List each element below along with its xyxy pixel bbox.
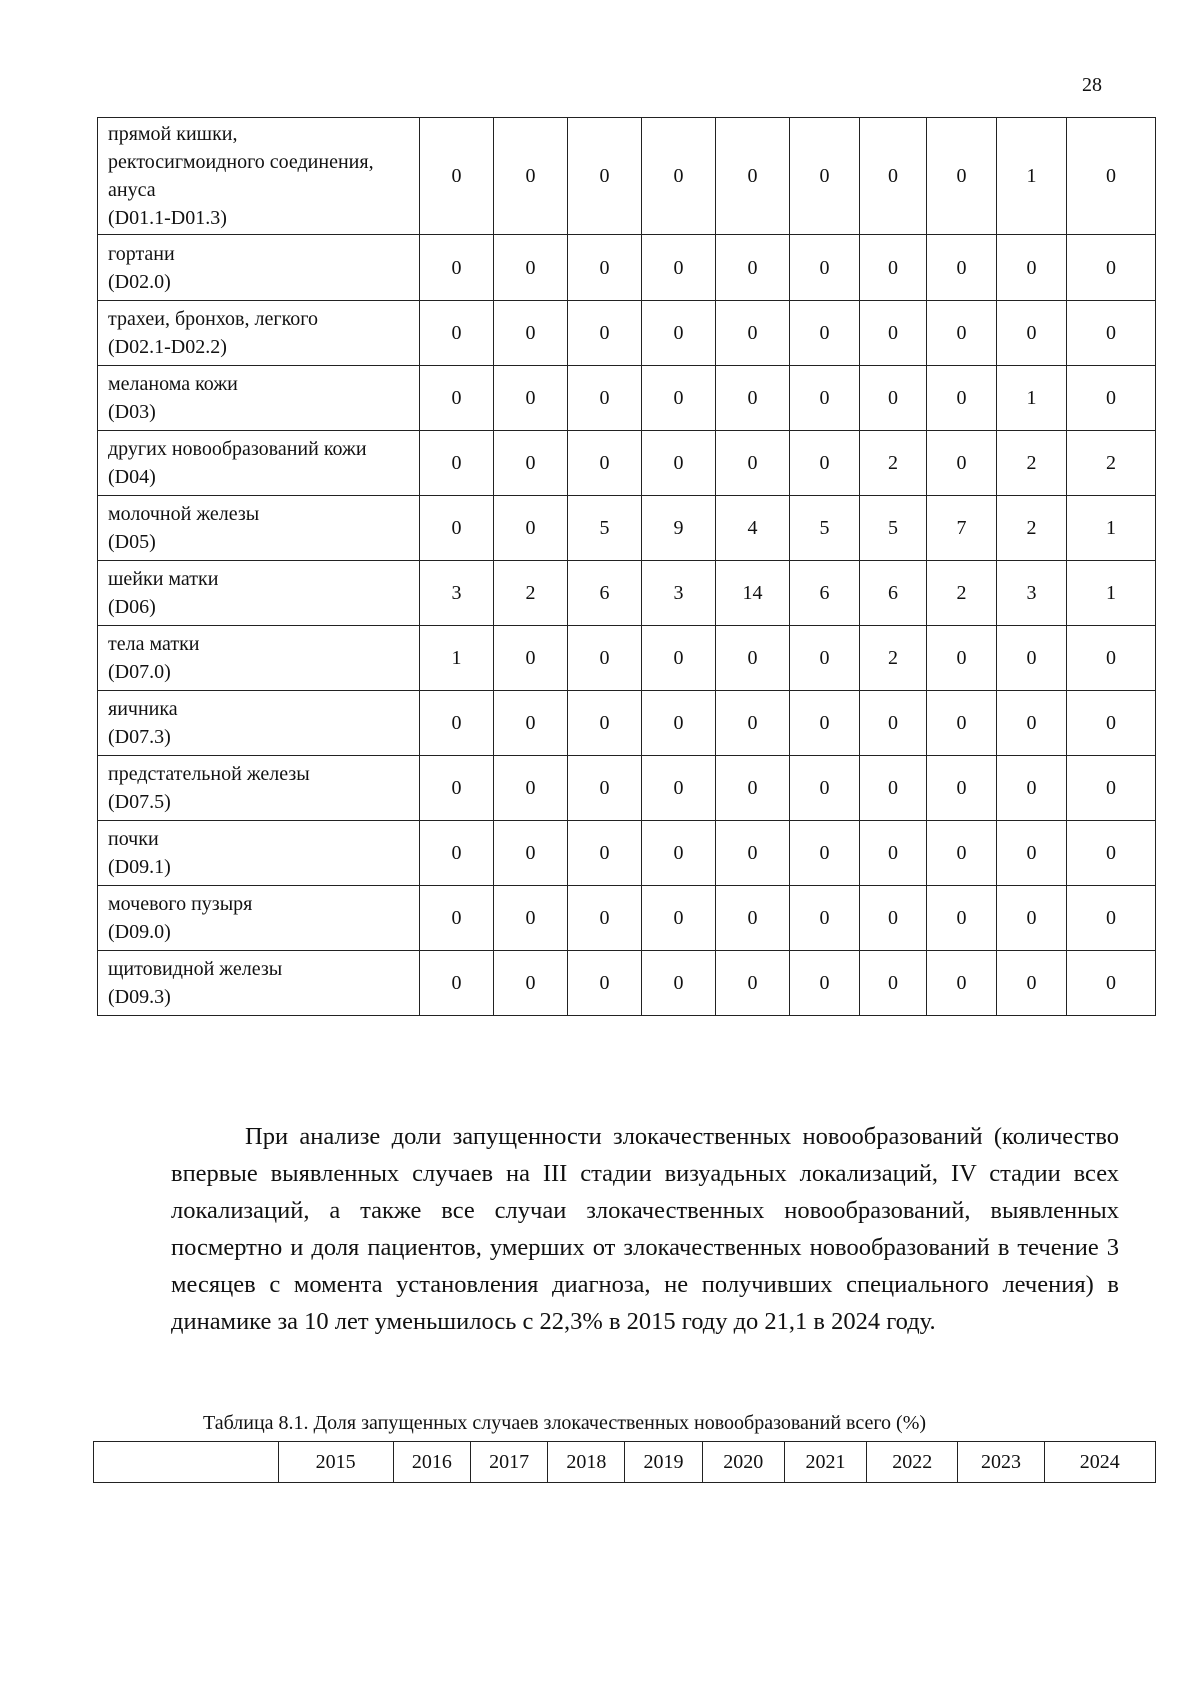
value-cell: 0 [494,118,568,235]
value-cell: 0 [716,951,790,1016]
row-label [98,301,420,366]
value-cell: 0 [642,951,716,1016]
value-cell: 4 [716,496,790,561]
row-label [98,118,420,235]
value-cell: 7 [927,496,997,561]
value-cell: 0 [997,235,1067,301]
value-cell: 0 [860,235,927,301]
value-cell: 0 [568,886,642,951]
value-cell: 0 [716,301,790,366]
value-cell: 0 [927,626,997,691]
value-cell: 1 [420,626,494,691]
value-cell: 0 [860,301,927,366]
row-label-line: щитовидной железы [108,958,283,980]
value-cell: 0 [997,301,1067,366]
value-cell: 0 [927,118,997,235]
value-cell: 0 [716,431,790,496]
row-label-line: (D06) [108,596,156,618]
value-cell: 0 [1067,886,1156,951]
value-cell: 2 [997,496,1067,561]
row-label [98,366,420,431]
row-label-line: ректосигмоидного соединения, [108,151,374,173]
value-cell: 0 [642,626,716,691]
value-cell: 0 [642,366,716,431]
value-cell: 0 [494,821,568,886]
value-cell: 0 [790,366,860,431]
corner-cell [94,1442,279,1483]
value-cell: 0 [1067,756,1156,821]
value-cell: 0 [790,431,860,496]
row-label-line: ануса [108,179,156,201]
value-cell: 1 [1067,496,1156,561]
value-cell: 0 [716,118,790,235]
year-cell: 2023 [958,1442,1044,1483]
value-cell: 1 [997,366,1067,431]
year-cell: 2017 [471,1442,548,1483]
value-cell: 0 [494,756,568,821]
value-cell: 2 [927,561,997,626]
value-cell: 3 [997,561,1067,626]
row-label [98,951,420,1016]
value-cell: 0 [494,886,568,951]
row-label [98,431,420,496]
page-number: 28 [1082,74,1102,96]
row-label [98,235,420,301]
value-cell: 0 [927,431,997,496]
table-row [98,951,1156,1016]
value-cell: 0 [568,691,642,756]
value-cell: 0 [494,366,568,431]
value-cell: 0 [420,691,494,756]
value-cell: 0 [716,366,790,431]
value-cell: 0 [568,626,642,691]
value-cell: 0 [790,886,860,951]
value-cell: 0 [494,626,568,691]
value-cell: 0 [420,301,494,366]
neoplasm-table [97,117,1156,1016]
value-cell: 0 [642,301,716,366]
value-cell: 5 [568,496,642,561]
value-cell: 2 [997,431,1067,496]
row-label [98,886,420,951]
row-label-line: (D02.1-D02.2) [108,336,227,358]
value-cell: 0 [790,118,860,235]
row-label [98,756,420,821]
value-cell: 0 [642,821,716,886]
value-cell: 0 [860,756,927,821]
value-cell: 0 [927,821,997,886]
table-row [98,756,1156,821]
value-cell: 1 [1067,561,1156,626]
value-cell: 0 [997,691,1067,756]
table-row [98,886,1156,951]
value-cell: 0 [997,756,1067,821]
year-cell: 2021 [784,1442,866,1483]
row-label-line: (D07.3) [108,726,171,748]
value-cell: 2 [860,431,927,496]
value-cell: 6 [568,561,642,626]
value-cell: 0 [860,886,927,951]
row-label-line: мочевого пузыря [108,893,253,915]
value-cell: 0 [927,756,997,821]
value-cell: 0 [642,235,716,301]
value-cell: 0 [860,691,927,756]
value-cell: 0 [1067,951,1156,1016]
share-table [93,1441,1156,1483]
row-label [98,821,420,886]
row-label-line: (D07.5) [108,791,171,813]
value-cell: 0 [1067,691,1156,756]
value-cell: 0 [420,756,494,821]
value-cell: 0 [1067,626,1156,691]
value-cell: 0 [420,821,494,886]
table-row [98,366,1156,431]
value-cell: 14 [716,561,790,626]
value-cell: 0 [790,756,860,821]
value-cell: 5 [860,496,927,561]
row-label-line: шейки матки [108,568,219,590]
value-cell: 0 [716,691,790,756]
table-row [98,626,1156,691]
value-cell: 0 [716,235,790,301]
years-header-row [94,1442,1156,1483]
value-cell: 0 [716,821,790,886]
value-cell: 0 [642,756,716,821]
table-row [98,431,1156,496]
value-cell: 0 [927,886,997,951]
table-row [98,118,1156,235]
value-cell: 0 [568,951,642,1016]
value-cell: 0 [1067,301,1156,366]
value-cell: 0 [790,691,860,756]
table-row [98,561,1156,626]
value-cell: 0 [860,821,927,886]
row-label-line: (D09.1) [108,856,171,878]
value-cell: 0 [790,301,860,366]
year-cell: 2020 [702,1442,784,1483]
row-label-line: (D07.0) [108,661,171,683]
value-cell: 2 [494,561,568,626]
value-cell: 0 [420,431,494,496]
value-cell: 0 [494,301,568,366]
value-cell: 6 [860,561,927,626]
value-cell: 0 [997,626,1067,691]
value-cell: 0 [997,886,1067,951]
row-label-line: (D09.0) [108,921,171,943]
value-cell: 0 [568,431,642,496]
value-cell: 0 [568,118,642,235]
row-label-line: (D01.1-D01.3) [108,207,227,229]
value-cell: 0 [860,118,927,235]
value-cell: 0 [420,235,494,301]
value-cell: 3 [420,561,494,626]
value-cell: 0 [568,235,642,301]
value-cell: 0 [927,951,997,1016]
value-cell: 5 [790,496,860,561]
value-cell: 0 [642,118,716,235]
row-label-line: (D09.3) [108,986,171,1008]
value-cell: 9 [642,496,716,561]
value-cell: 0 [642,691,716,756]
value-cell: 3 [642,561,716,626]
value-cell: 0 [790,821,860,886]
row-label [98,496,420,561]
year-cell: 2016 [393,1442,470,1483]
value-cell: 0 [790,626,860,691]
value-cell: 2 [860,626,927,691]
row-label-line: гортани [108,242,175,265]
row-label-line: почки [108,828,159,850]
value-cell: 0 [716,756,790,821]
table-row [98,821,1156,886]
row-label-line: (D03) [108,401,156,423]
row-label [98,626,420,691]
value-cell: 0 [420,118,494,235]
value-cell: 0 [927,691,997,756]
analysis-paragraph: При анализе доли запущенности злокачественных новообразований (количество впервые выявленных случаев на III стадии визуадьных локализаций, IV стадии всех локализаций, а также все случаи злокачественных новообразований, выявленных посмертно и доля пациентов, умерших от злокачественных новообразований в течение 3 месяцев с момента установления диагноза, не получивших специального лечения) в динамике за 10 лет уменьшилось с 22,3% в 2015 году до 21,1 в 2024 году. [171,1123,1119,1335]
value-cell: 0 [420,366,494,431]
value-cell: 0 [1067,118,1156,235]
value-cell: 0 [494,431,568,496]
value-cell: 0 [568,756,642,821]
value-cell: 0 [494,951,568,1016]
row-label-line: меланома кожи [108,373,238,395]
value-cell: 0 [420,951,494,1016]
row-label [98,561,420,626]
row-label-line: (D04) [108,466,156,488]
value-cell: 0 [790,235,860,301]
value-cell: 0 [420,496,494,561]
value-cell: 0 [420,886,494,951]
value-cell: 0 [860,951,927,1016]
year-cell: 2022 [867,1442,958,1483]
row-label-line: (D05) [108,531,156,553]
value-cell: 2 [1067,431,1156,496]
row-label-line: предстательной железы [108,763,310,785]
value-cell: 6 [790,561,860,626]
value-cell: 0 [568,366,642,431]
value-cell: 0 [1067,366,1156,431]
value-cell: 0 [997,821,1067,886]
row-label-line: тела матки [108,633,200,655]
value-cell: 0 [568,821,642,886]
value-cell: 0 [790,951,860,1016]
year-cell: 2018 [548,1442,625,1483]
row-label-line: прямой кишки, [108,123,238,145]
value-cell: 0 [716,886,790,951]
year-cell: 2019 [625,1442,702,1483]
year-cell: 2024 [1044,1442,1155,1483]
table-caption: Таблица 8.1. Доля запущенных случаев злокачественных новообразований всего (%) [203,1412,927,1434]
value-cell: 0 [642,431,716,496]
value-cell: 0 [494,496,568,561]
row-label-line: яичника [108,698,178,720]
value-cell: 0 [494,691,568,756]
value-cell: 0 [1067,235,1156,301]
year-cell: 2015 [278,1442,393,1483]
value-cell: 0 [860,366,927,431]
row-label-line: молочной железы [108,503,260,525]
table-row [98,496,1156,561]
value-cell: 0 [1067,821,1156,886]
row-label-line: (D02.0) [108,270,171,293]
value-cell: 0 [642,886,716,951]
value-cell: 0 [997,951,1067,1016]
value-cell: 0 [716,626,790,691]
table-row [98,235,1156,301]
value-cell: 1 [997,118,1067,235]
value-cell: 0 [927,301,997,366]
row-label-line: других новообразований кожи [108,438,367,460]
value-cell: 0 [568,301,642,366]
value-cell: 0 [927,366,997,431]
value-cell: 0 [494,235,568,301]
row-label [98,691,420,756]
row-label-line: трахеи, бронхов, легкого [108,308,318,330]
table-row [98,301,1156,366]
table-row [98,691,1156,756]
value-cell: 0 [927,235,997,301]
